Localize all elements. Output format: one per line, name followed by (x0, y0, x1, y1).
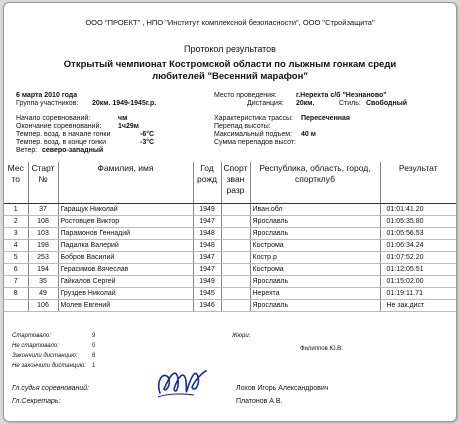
col-year-header: Год рожд (193, 162, 221, 204)
wind-label: Ветер: (16, 147, 38, 154)
year-cell: 1946 (193, 300, 221, 312)
bib-cell: 198 (28, 240, 58, 252)
name-cell: Падалка Валерий (58, 240, 193, 252)
max-climb-value: 40 м (301, 131, 316, 138)
col-place-header: Мес то (4, 162, 28, 204)
year-cell: 1948 (193, 228, 221, 240)
end-label: Окончание соревнований: (16, 123, 102, 130)
table-row (4, 240, 456, 252)
result-cell: Не зак.дист (380, 300, 456, 312)
wind-value: северо-западный (42, 147, 104, 154)
result-cell: 01:12:05.51 (380, 264, 456, 276)
place-cell: 5 (4, 252, 28, 264)
region-cell: Нерехта (250, 288, 380, 300)
temp-start-value: -6°С (140, 131, 155, 138)
table-row (4, 288, 456, 300)
not-finished-value: 1 (92, 363, 96, 369)
not-started-value: 0 (92, 343, 96, 349)
finished-label: Закончили дистанцию: (12, 353, 78, 359)
rank-cell (221, 264, 250, 276)
year-cell: 1947 (193, 252, 221, 264)
start-label: Начало соревнований: (16, 115, 91, 122)
place-cell: 7 (4, 276, 28, 288)
region-cell: Костр.р (250, 252, 380, 264)
protocol-sheet (3, 2, 457, 422)
result-cell: 01:01:41.20 (380, 204, 456, 216)
bib-cell: 37 (28, 204, 58, 216)
result-cell: 01:05:35.80 (380, 216, 456, 228)
table-header-row (4, 162, 456, 204)
year-cell: 1948 (193, 240, 221, 252)
result-cell: 01:19:11.71 (380, 288, 456, 300)
chief-judge-label: Гл.судья соревнований: (12, 385, 90, 392)
year-cell: 1949 (193, 204, 221, 216)
region-cell: Ярославль (250, 276, 380, 288)
region-cell: Кострома (250, 264, 380, 276)
result-cell: 01:06:34.24 (380, 240, 456, 252)
bib-cell: 253 (28, 252, 58, 264)
result-cell: 01:05:56.53 (380, 228, 456, 240)
place-cell: 2 (4, 216, 28, 228)
year-cell: 1947 (193, 264, 221, 276)
table-row (4, 252, 456, 264)
result-cell: 01:07:52.20 (380, 252, 456, 264)
document-title: Протокол результатов (184, 44, 276, 54)
started-value: 9 (92, 333, 96, 339)
name-cell: Герасимов Вячеслав (58, 264, 193, 276)
bib-cell: 35 (28, 276, 58, 288)
style-value: Свободный (366, 100, 408, 107)
rank-cell (221, 300, 250, 312)
chief-secretary-name: Платонов А.В. (236, 398, 283, 405)
elevation-diff-label: Перепад высоты: (214, 123, 271, 130)
started-label: Стартовало: (12, 333, 51, 339)
col-rank-header: Спорт зван разр (221, 162, 250, 204)
chief-secretary-label: Гл.Секретарь: (12, 398, 61, 405)
jury-value: Филиппов Ю.В. (300, 346, 343, 352)
name-cell: Бобров Василий (58, 252, 193, 264)
place-cell: 1 (4, 204, 28, 216)
year-cell: 1945 (193, 288, 221, 300)
jury-label: Жюри: (232, 333, 251, 339)
table-row (4, 264, 456, 276)
rank-cell (221, 240, 250, 252)
bib-cell: 108 (28, 216, 58, 228)
track-value: Пересеченная (301, 115, 351, 122)
name-cell: Молев Евгений (58, 300, 193, 312)
style-label: Стиль: (339, 100, 361, 107)
result-cell: 01:15:02.00 (380, 276, 456, 288)
start-value: чм (118, 115, 128, 122)
group-label: Группа участников: (16, 100, 79, 107)
finished-value: 8 (92, 353, 96, 359)
name-cell: Гайкалов Сергей (58, 276, 193, 288)
rank-cell (221, 204, 250, 216)
place-cell: 4 (4, 240, 28, 252)
temp-end-label: Темпер. возд. в конце гонки (16, 139, 107, 146)
bib-cell: 103 (28, 228, 58, 240)
results-table (4, 162, 456, 312)
table-row (4, 204, 456, 216)
region-cell: Ярославль (250, 216, 380, 228)
rank-cell (221, 276, 250, 288)
event-title-line1: Открытый чемпионат Костромской области по лыжным гонкам среди (63, 59, 397, 70)
place-cell: 3 (4, 228, 28, 240)
year-cell: 1947 (193, 216, 221, 228)
venue-label: Место проведения: (214, 92, 277, 99)
bib-cell: 49 (28, 288, 58, 300)
rank-cell (221, 252, 250, 264)
track-label: Характеристика трассы: (214, 115, 293, 122)
region-cell: Иван.обл (250, 204, 380, 216)
region-cell: Ярославль (250, 300, 380, 312)
not-started-label: Не стартовало: (12, 343, 59, 349)
name-cell: Парамонов Геннадий (58, 228, 193, 240)
year-cell: 1949 (193, 276, 221, 288)
chief-judge-name: Лохов Игорь Александрович (236, 385, 329, 392)
col-region-header: Республика, область, город, спортклуб (250, 162, 380, 204)
table-row (4, 228, 456, 240)
bib-cell: 194 (28, 264, 58, 276)
end-value: 1ч29м (118, 123, 139, 130)
temp-start-label: Темпер. возд. в начале гонки (16, 131, 111, 138)
table-row (4, 276, 456, 288)
col-result-header: Результат (380, 162, 456, 204)
region-cell: Кострома (250, 240, 380, 252)
max-climb-label: Максимальный подъем: (214, 131, 293, 138)
judge-signature (152, 359, 212, 403)
bib-cell: 106 (28, 300, 58, 312)
name-cell: Груздев Николай (58, 288, 193, 300)
rank-cell (221, 228, 250, 240)
table-row (4, 300, 456, 312)
total-diff-label: Сумма перепадов высот: (214, 139, 296, 146)
event-title-line2: любителей "Весенний марафон" (152, 71, 308, 82)
place-cell: 6 (4, 264, 28, 276)
col-name-header: Фамилия, имя (58, 162, 193, 204)
event-date: 6 марта 2010 года (16, 92, 78, 99)
rank-cell (221, 288, 250, 300)
region-cell: Ярославль (250, 228, 380, 240)
name-cell: Гаращук Николай (58, 204, 193, 216)
place-cell: 8 (4, 288, 28, 300)
col-bib-header: Старт № (28, 162, 58, 204)
distance-value: 20км. (296, 100, 315, 107)
table-row (4, 216, 456, 228)
organizers-line: ООО "ПРОЕКТ" , НПО "Институт комплексной безопасности", ООО "Стройзащита" (85, 18, 375, 27)
rank-cell (221, 216, 250, 228)
distance-label: Дистанция: (247, 100, 284, 107)
name-cell: Ростовцев Виктор (58, 216, 193, 228)
temp-end-value: -3°С (140, 139, 155, 146)
group-value: 20км. 1949-1945г.р. (92, 100, 157, 107)
venue-value: г.Нерехта с/б "Незнаново" (296, 92, 387, 99)
not-finished-label: Не закончили дистанцию: (12, 363, 86, 369)
place-cell (4, 300, 28, 312)
